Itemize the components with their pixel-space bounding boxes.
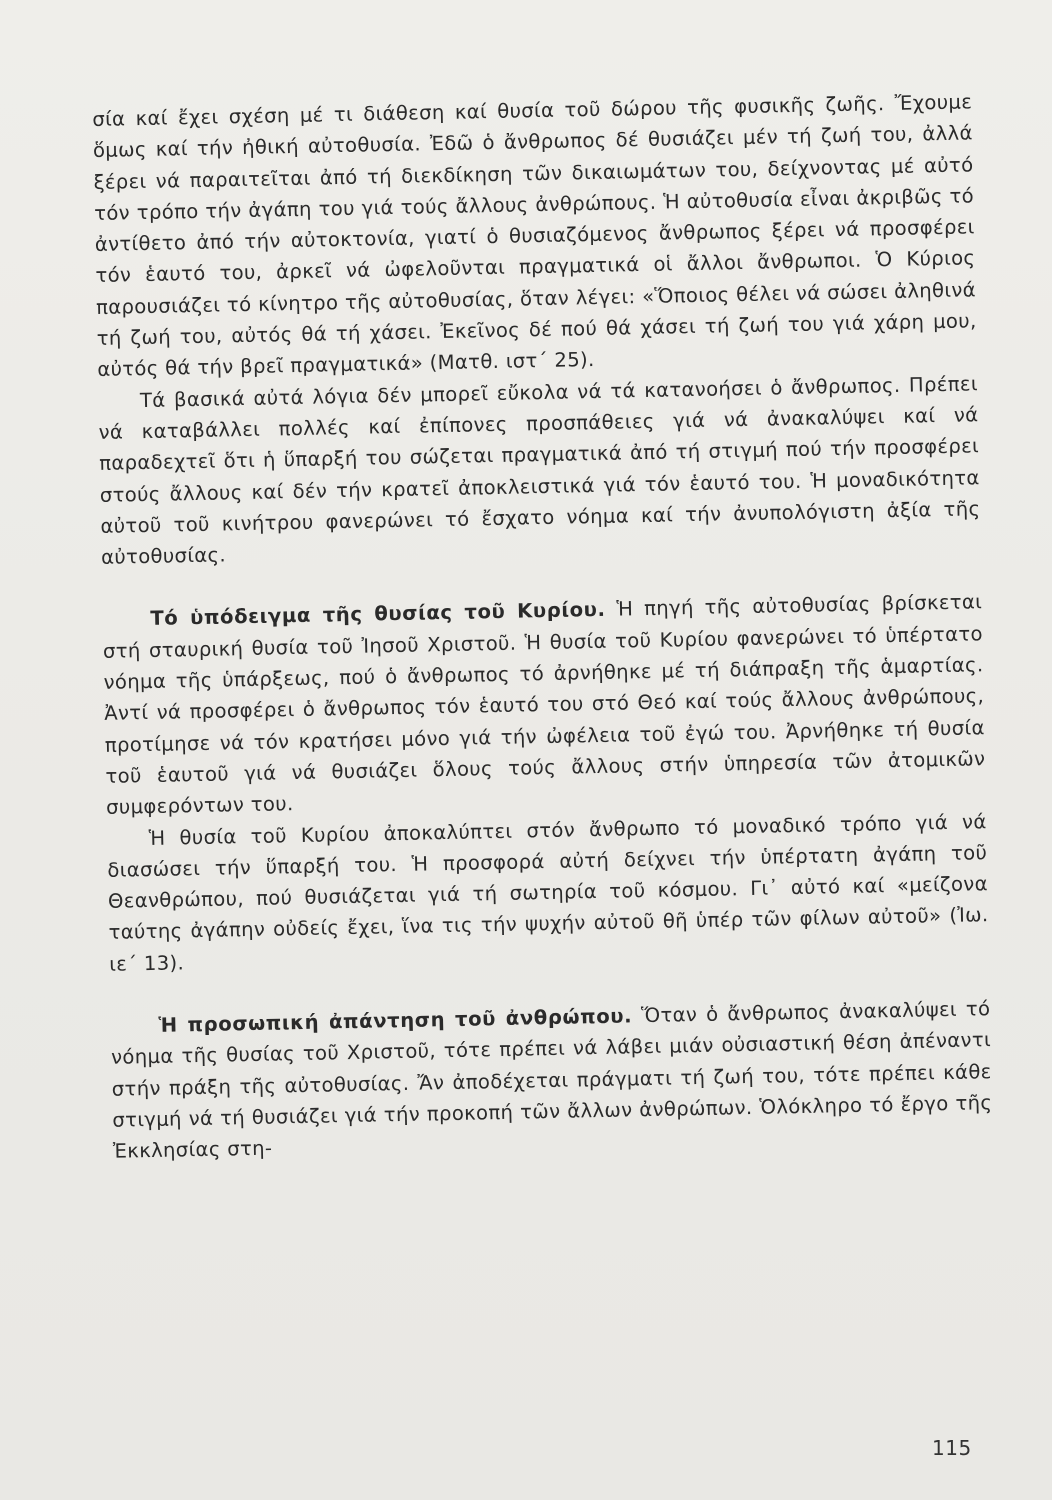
paragraph-3	[102, 587, 986, 824]
paragraph-4-text: Ἡ θυσία τοῦ Κυρίου ἀποκαλύπτει στόν ἄνθρωπο τό μοναδικό τρόπο γιά νά διασώσει τήν ὕπαρξή του. Ἡ προσφορά αὐτή δείχνει τήν ὑπέρτατη ἀγάπη τοῦ Θεανθρώπου, πού θυσιάζεται γιά τή σωτηρία τοῦ κόσμου. Γι᾿ αὐτό καί «μείζονα ταύτης ἀγάπην οὐδείς ἔχει, ἵνα τις τήν ψυχήν αὐτοῦ θῆ ὑπέρ τῶν φίλων αὐτοῦ» (Ἰω. ιε΄ 13).	[107, 809, 989, 976]
paragraph-4	[106, 806, 989, 980]
section-heading-personal-response: Ἡ προσωπική ἀπάντηση τοῦ ἀνθρώπου.	[158, 1004, 633, 1037]
paragraph-2	[98, 368, 982, 573]
paragraph-5-text: Ὅταν ὁ ἄνθρωπος ἀνακαλύψει τό νόημα τῆς θυσίας τοῦ Χριστοῦ, τότε πρέπει νά λάβει μιάν οὐσιαστική θέση ἀπέναντι στήν πράξη τῆς αὐτοθυσίας. Ἄν ἀποδέχεται πράγματι τή ζωή του, τότε πρέπει κάθε στιγμή νά τή θυσιάζει γιά τήν προκοπή τῶν ἄλλων ἀνθρώπων. Ὁλόκληρο τό ἔργο τῆς Ἐκκλησίας στη-	[110, 997, 993, 1163]
paragraph-3-text: Ἡ πηγή τῆς αὐτοθυσίας βρίσκεται στή σταυρική θυσία τοῦ Ἰησοῦ Χριστοῦ. Ἡ θυσία τοῦ Κυρίου φανερώνει τό ὑπέρτατο νόημα τῆς ὑπάρξεως, πού ὁ ἄνθρωπος τό ἀρνήθηκε μέ τή διάπραξη τῆς ἁμαρτίας. Ἀντί νά προσφέρει ὁ ἄνθρωπος τόν ἑαυτό του στό Θεό καί τούς ἄλλους ἀνθρώπους, προτίμησε νά τόν κρατήσει μόνο γιά τήν ὠφέλεια τοῦ ἐγώ του. Ἀρνήθηκε τή θυσία τοῦ ἑαυτοῦ γιά νά θυσιάζει ὅλους τούς ἄλλους στήν ὑπηρεσία τῶν ἀτομικῶν συμφερόντων του.	[102, 590, 986, 820]
body-text	[92, 86, 993, 1167]
paragraph-1	[92, 86, 977, 385]
section-heading-example-of-sacrifice: Τό ὑπόδειγμα τῆς θυσίας τοῦ Κυρίου.	[150, 598, 606, 631]
paragraph-5	[110, 993, 993, 1167]
paragraph-2-text: Τά βασικά αὐτά λόγια δέν μπορεῖ εὔκολα νά τά κατανοήσει ὁ ἄνθρωπος. Πρέπει νά καταβάλλει πολλές καί ἐπίπονες προσπάθειες γιά νά ἀνακαλύψει καί νά παραδεχτεῖ ὅτι ἡ ὕπαρξή του σώζεται πραγματικά ἀπό τή στιγμή πού τήν προσφέρει στούς ἄλλους καί δέν τήν κρατεῖ ἀποκλειστικά γιά τόν ἑαυτό του. Ἡ μοναδικότητα αὐτοῦ τοῦ κινήτρου φανερώνει τό ἔσχατο νόημα καί τήν ἀνυπολόγιστη ἀξία τῆς αὐτοθυσίας.	[98, 371, 981, 570]
paragraph-1-text: σία καί ἔχει σχέση μέ τι διάθεση καί θυσία τοῦ δώρου τῆς φυσικῆς ζωῆς. Ἔχουμε ὅμως καί τήν ἠθική αὐτοθυσία. Ἐδῶ ὁ ἄνθρωπος δέ θυσιάζει μέν τή ζωή του, ἀλλά ξέρει νά παραιτεῖται ἀπό τή διεκδίκηση τῶν δικαιωμάτων του, δείχνοντας μέ αὐτό τόν τρόπο τήν ἀγάπη του γιά τούς ἄλλους ἀνθρώπους. Ἡ αὐτοθυσία εἶναι ἀκριβῶς τό ἀντίθετο ἀπό τήν αὐτοκτονία, γιατί ὁ θυσιαζόμενος ἄνθρωπος ξέρει νά προσφέρει τόν ἑαυτό του, ἀρκεῖ νά ὠφελοῦνται πραγματικά οἱ ἄλλοι ἄνθρωποι. Ὁ Κύριος παρουσιάζει τό κίνητρο τῆς αὐτοθυσίας, ὅταν λέγει: «Ὅποιος θέλει νά σώσει ἀληθινά τή ζωή του, αὐτός θά τή χάσει. Ἐκεῖνος δέ πού θά χάσει τή ζωή του γιά χάρη μου, αὐτός θά τήν βρεῖ πραγματικά» (Ματθ. ιστ΄ 25).	[92, 90, 977, 382]
page-number: 115	[932, 1436, 972, 1460]
